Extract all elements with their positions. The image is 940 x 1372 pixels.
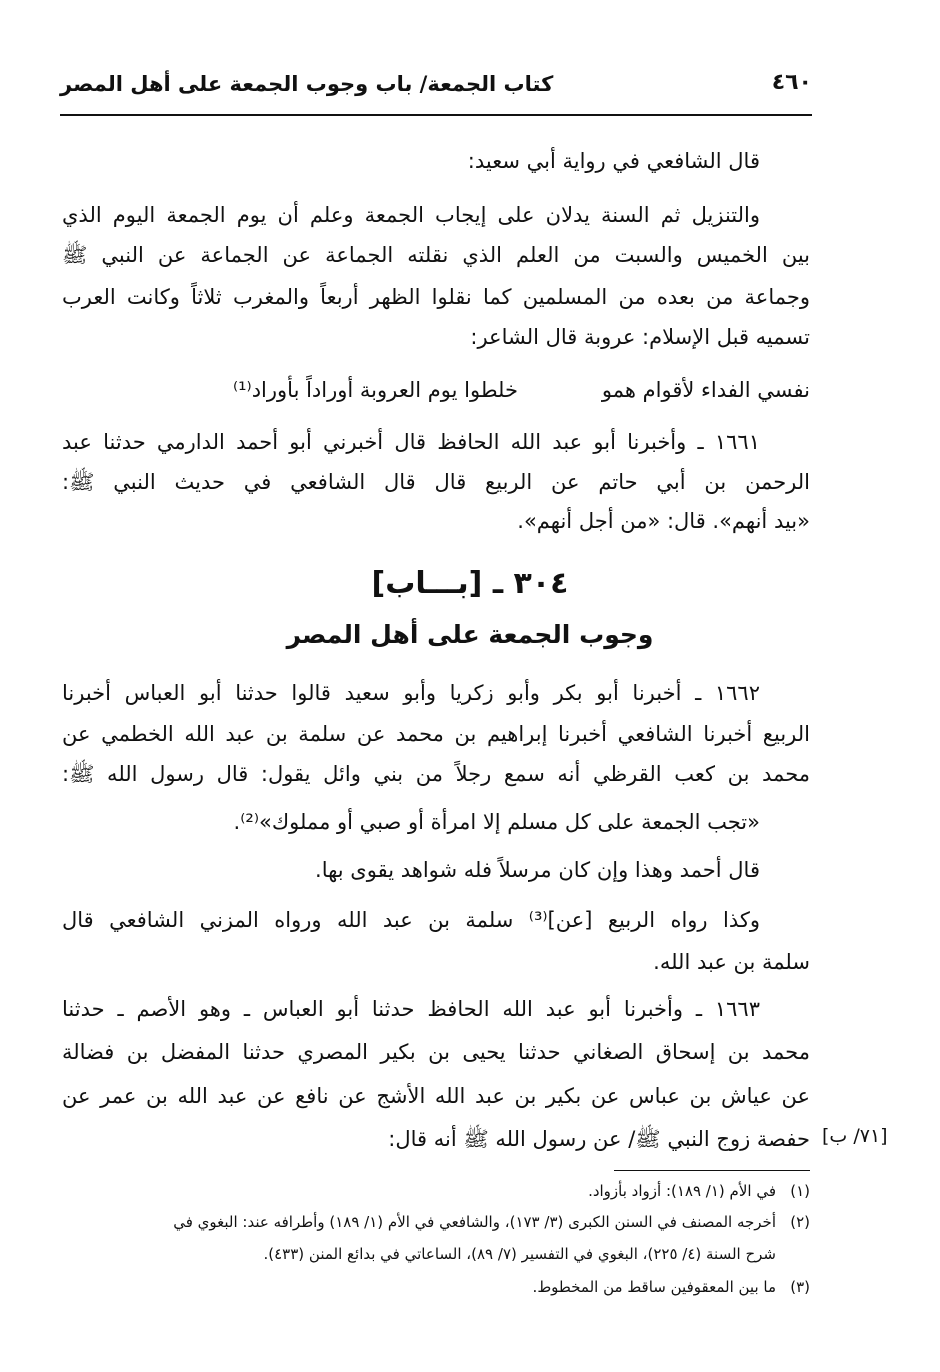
hadith-1661-line: الرحمن بن أبي حاتم عن الربيع قال قال الشافعي في حديث النبي ﷺ: — [62, 470, 810, 494]
hadith-1661-line: ١٦٦١ ـ وأخبرنا أبو عبد الله الحافظ قال أخبرني أبو أحمد الدارمي حدثنا عبد — [62, 430, 760, 454]
footnote-separator — [614, 1170, 810, 1171]
footnote-text: في الأم (١/ ١٨٩): أزواد بأزواد. — [588, 1182, 776, 1200]
footnote-2-continued: شرح السنة (٤/ ٢٢٥)، البغوي في التفسير (٧/ ٨٩)، الساعاتي في بدائع المنن (٤٣٣). — [263, 1245, 776, 1263]
hadith-1662-line: محمد بن كعب القرظي أنه سمع رجلاً من بني وائل يقول: قال رسول الله ﷺ: — [62, 762, 810, 786]
footnote-number: (٢) — [790, 1213, 810, 1231]
hadith-1663-line: حفصة زوج النبي ﷺ/ عن رسول الله ﷺ أنه قال: — [388, 1127, 810, 1151]
text-line: وجماعة من بعده من المسلمين كما نقلوا الظهر أربعاً والمغرب ثلاثاً وكانت العرب — [62, 285, 810, 309]
hadith-1663-line: عن عياش بن عباس عن بكير بن عبد الله الأشج عن نافع عن عبد الله بن عمر عن — [62, 1084, 810, 1108]
hadith-1662-line: سلمة بن عبد الله. — [653, 950, 810, 974]
footnote-number: (١) — [790, 1182, 810, 1200]
text-line: قال الشافعي في رواية أبي سعيد: — [467, 149, 760, 173]
hadith-1662-quote: «تجب الجمعة على كل مسلم إلا امرأة أو صبي أو مملوك»⁽²⁾. — [233, 810, 760, 834]
hadith-1663-line: محمد بن إسحاق الصغاني حدثنا يحيى بن بكير المصري حدثنا المفضل بن فضالة — [62, 1040, 810, 1064]
running-title: كتاب الجمعة/ باب وجوب الجمعة على أهل المصر — [60, 72, 554, 96]
page-number: ٤٦٠ — [771, 70, 812, 95]
hadith-1663-line: ١٦٦٣ ـ وأخبرنا أبو عبد الله الحافظ حدثنا أبو العباس ـ وهو الأصم ـ حدثنا — [62, 997, 760, 1021]
footnote-text: ما بين المعقوفين ساقط من المخطوط. — [532, 1278, 776, 1296]
chapter-number: ٣٠٤ ـ [بـــاب] — [371, 566, 569, 601]
footnote-3 — [62, 1276, 810, 1298]
footnote-2 — [62, 1211, 810, 1233]
hadith-1662-line: الربيع أخبرنا الشافعي أخبرنا إبراهيم بن محمد عن سلمة بن عبد الله الخطمي عن — [62, 722, 810, 746]
text-line: بين الخميس والسبت من العلم الذي نقلته الجماعة عن الجماعة عن النبي ﷺ — [62, 243, 810, 267]
hadith-1662-line: قال أحمد وهذا وإن كان مرسلاً فله شواهد يقوى بها. — [315, 858, 760, 882]
footnote-1 — [62, 1180, 810, 1202]
verse-first-hemistich: نفسي الفداء لأقوام همو — [601, 378, 810, 402]
manuscript-folio-ref: [٧١/ ب] — [822, 1125, 888, 1147]
hadith-1661-line: «بيد أنهم». قال: «من أجل أنهم». — [517, 509, 810, 533]
verse-second-hemistich: خلطوا يوم العروبة أوراداً بأوراد⁽¹⁾ — [232, 378, 518, 402]
footnote-number: (٣) — [790, 1278, 810, 1296]
hadith-1662-line: وكذا رواه الربيع [عن]⁽³⁾ سلمة بن عبد الله ورواه المزني الشافعي قال — [62, 908, 760, 932]
chapter-title: وجوب الجمعة على أهل المصر — [286, 620, 654, 649]
text-line: تسميه قبل الإسلام: عروبة قال الشاعر: — [470, 325, 810, 349]
hadith-1662-line: ١٦٦٢ ـ أخبرنا أبو بكر وأبو زكريا وأبو سعيد قالوا حدثنا أبو العباس أخبرنا — [62, 681, 760, 705]
footnote-text: أخرجه المصنف في السنن الكبرى (٣/ ١٧٣)، والشافعي في الأم (١/ ١٨٩) وأطرافه عند: البغوي في — [173, 1213, 776, 1231]
running-header — [60, 70, 812, 116]
text-line: والتنزيل ثم السنة يدلان على إيجاب الجمعة وعلم أن يوم الجمعة اليوم الذي — [62, 203, 760, 227]
